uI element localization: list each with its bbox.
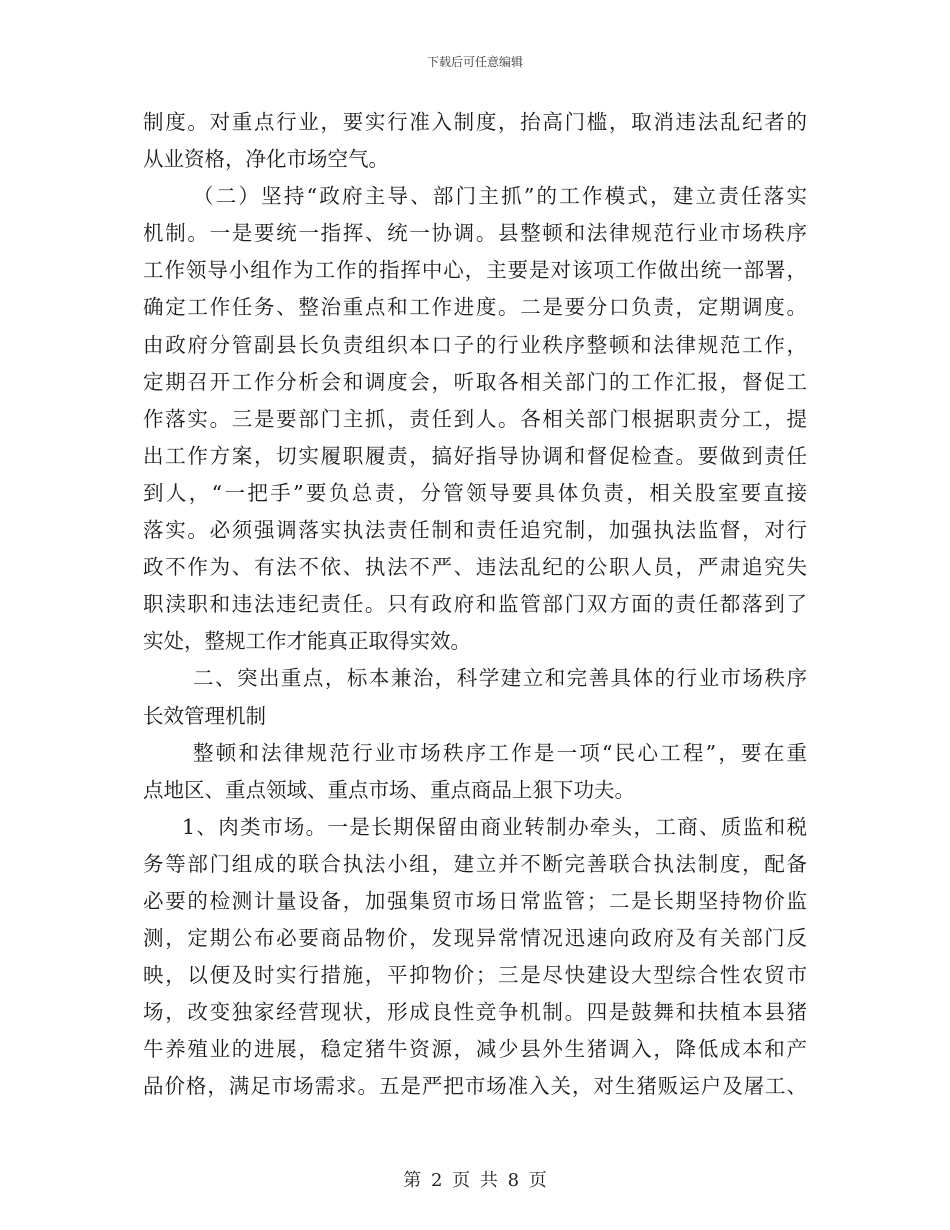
text-line: 制度。对重点行业，要实行准入制度，抬高门槛，取消违法乱纪者的 xyxy=(143,110,807,134)
text-line: 定期召开工作分析会和调度会，听取各相关部门的工作汇报，督促工 xyxy=(143,369,807,394)
text-line: 到人，“一把手”要负总责，分管领导要具体负责，相关股室要直接 xyxy=(143,480,807,505)
text-line: 作落实。三是要部门主抓，责任到人。各相关部门根据职责分工，提 xyxy=(143,406,807,431)
text-line: 由政府分管副县长负责组织本口子的行业秩序整顿和法律规范工作， xyxy=(143,332,807,357)
text-line: 1、肉类市场。一是长期保留由商业转制办牵头，工商、质监和税 xyxy=(182,814,807,839)
text-line: 机制。一是要统一指挥、统一协调。县整顿和法律规范行业市场秩序 xyxy=(143,221,807,246)
text-line: 职渎职和违法违纪责任。只有政府和监管部门双方面的责任都落到了 xyxy=(143,592,807,617)
text-line: 必要的检测计量设备，加强集贸市场日常监管；二是长期坚持物价监 xyxy=(143,888,807,913)
text-line: 映，以便及时实行措施，平抑物价；三是尽快建设大型综合性农贸市 xyxy=(143,963,807,988)
text-line: （二）坚持“政府主导、部门主抓”的工作模式，建立责任落实 xyxy=(193,184,807,209)
text-line: 落实。必须强调落实执法责任制和责任追究制，加强执法监督，对行 xyxy=(143,518,807,543)
text-line: 工作领导小组作为工作的指挥中心，主要是对该项工作做出统一部署， xyxy=(143,258,807,283)
text-line: 整顿和法律规范行业市场秩序工作是一项“民心工程”，要在重 xyxy=(193,740,807,765)
page-footer: 第 2 页 共 8 页 xyxy=(403,1170,547,1191)
text-line: 从业资格，净化市场空气。 xyxy=(143,147,389,172)
page-header: 下载后可任意编辑 xyxy=(426,55,523,69)
text-line: 出工作方案，切实履职履责，搞好指导协调和督促检查。要做到责任 xyxy=(143,443,807,468)
text-line: 二、突出重点，标本兼治，科学建立和完善具体的行业市场秩序 xyxy=(193,666,807,691)
text-line: 测，定期公布必要商品物价，发现异常情况迅速向政府及有关部门反 xyxy=(143,926,807,951)
text-line: 确定工作任务、整治重点和工作进度。二是要分口负责，定期调度。 xyxy=(143,295,807,320)
text-line: 牛养殖业的进展，稳定猪牛资源，减少县外生猪调入，降低成本和产 xyxy=(143,1037,807,1062)
text-line: 实处，整规工作才能真正取得实效。 xyxy=(143,629,471,654)
text-line: 长效管理机制 xyxy=(143,703,266,728)
text-line: 务等部门组成的联合执法小组，建立并不断完善联合执法制度，配备 xyxy=(143,851,807,876)
text-line: 点地区、重点领域、重点市场、重点商品上狠下功夫。 xyxy=(143,777,635,802)
body-text xyxy=(143,104,807,1106)
text-line: 场，改变独家经营现状，形成良性竞争机制。四是鼓舞和扶植本县猪 xyxy=(143,1000,807,1025)
text-line: 政不作为、有法不依、执法不严、违法乱纪的公职人员，严肃追究失 xyxy=(143,555,807,580)
text-line: 品价格，满足市场需求。五是严把市场准入关，对生猪贩运户及屠工、 xyxy=(143,1074,807,1099)
